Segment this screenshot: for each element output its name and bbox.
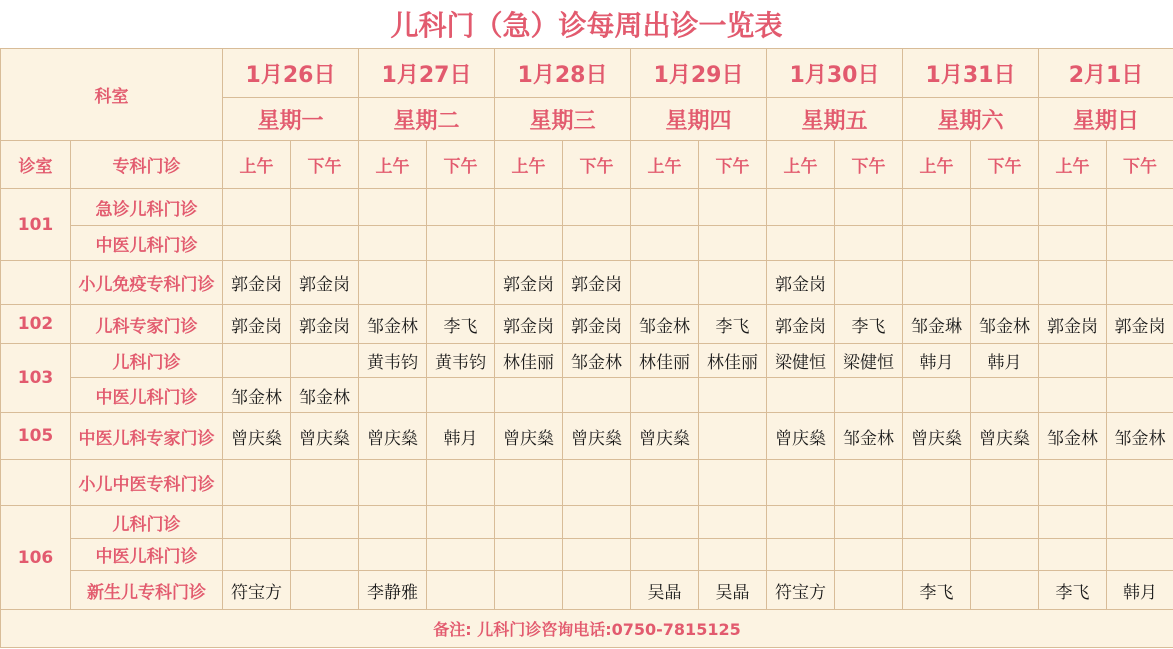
schedule-cell: 曾庆燊 — [291, 413, 359, 460]
schedule-cell — [359, 261, 427, 305]
schedule-cell — [291, 571, 359, 610]
pm-header: 下午 — [1107, 141, 1173, 189]
schedule-cell — [971, 261, 1039, 305]
schedule-cell — [495, 571, 563, 610]
schedule-cell: 邹金林 — [1039, 413, 1107, 460]
schedule-cell — [835, 506, 903, 539]
schedule-cell — [835, 261, 903, 305]
schedule-cell: 郭金岗 — [223, 261, 291, 305]
schedule-cell: 郭金岗 — [1107, 305, 1173, 344]
schedule-cell: 郭金岗 — [767, 261, 835, 305]
schedule-cell — [699, 261, 767, 305]
schedule-cell: 曾庆燊 — [631, 413, 699, 460]
schedule-cell: 郭金岗 — [1039, 305, 1107, 344]
room-number — [1, 261, 71, 305]
schedule-cell — [563, 189, 631, 226]
schedule-cell — [427, 226, 495, 261]
schedule-cell: 邹金林 — [223, 378, 291, 413]
schedule-cell: 韩月 — [427, 413, 495, 460]
am-header: 上午 — [495, 141, 563, 189]
schedule-cell — [767, 226, 835, 261]
table-row — [1, 460, 1173, 506]
schedule-cell — [427, 460, 495, 506]
footer-note: 备注: 儿科门诊咨询电话:0750-7815125 — [1, 610, 1173, 648]
schedule-cell — [903, 261, 971, 305]
schedule-cell: 曾庆燊 — [359, 413, 427, 460]
schedule-cell — [495, 378, 563, 413]
schedule-cell — [971, 571, 1039, 610]
schedule-cell — [1107, 539, 1173, 571]
schedule-cell — [495, 189, 563, 226]
page-title: 儿科门（急）诊每周出诊一览表 — [390, 9, 783, 42]
schedule-cell: 曾庆燊 — [903, 413, 971, 460]
schedule-cell: 梁健恒 — [767, 344, 835, 378]
clinic-name: 小儿免疫专科门诊 — [71, 261, 223, 305]
clinic-name: 急诊儿科门诊 — [71, 189, 223, 226]
schedule-cell — [767, 460, 835, 506]
room-number: 102 — [1, 305, 71, 344]
schedule-cell: 邹金林 — [835, 413, 903, 460]
schedule-cell: 黄韦钧 — [427, 344, 495, 378]
am-header: 上午 — [223, 141, 291, 189]
room-header: 诊室 — [1, 141, 71, 189]
schedule-cell — [291, 226, 359, 261]
schedule-cell — [699, 226, 767, 261]
schedule-cell — [835, 571, 903, 610]
schedule-cell — [903, 226, 971, 261]
schedule-cell — [971, 189, 1039, 226]
date-header: 1月29日 — [631, 49, 767, 98]
schedule-cell: 韩月 — [1107, 571, 1173, 610]
schedule-cell — [835, 226, 903, 261]
schedule-cell — [223, 460, 291, 506]
schedule-cell: 邹金林 — [971, 305, 1039, 344]
schedule-cell: 郭金岗 — [291, 261, 359, 305]
am-header: 上午 — [631, 141, 699, 189]
am-header: 上午 — [767, 141, 835, 189]
weekday-header: 星期三 — [495, 98, 631, 141]
schedule-cell — [495, 506, 563, 539]
schedule-cell — [427, 261, 495, 305]
schedule-cell: 吴晶 — [631, 571, 699, 610]
date-header: 1月31日 — [903, 49, 1039, 98]
clinic-name: 中医儿科门诊 — [71, 539, 223, 571]
clinic-name: 中医儿科专家门诊 — [71, 413, 223, 460]
pm-header: 下午 — [427, 141, 495, 189]
schedule-cell — [699, 189, 767, 226]
title-bar — [0, 0, 1173, 48]
weekday-header: 星期四 — [631, 98, 767, 141]
schedule-cell — [971, 506, 1039, 539]
schedule-table — [0, 48, 1173, 648]
schedule-cell — [903, 460, 971, 506]
schedule-cell — [1039, 460, 1107, 506]
schedule-cell: 林佳丽 — [631, 344, 699, 378]
schedule-cell: 李飞 — [699, 305, 767, 344]
schedule-cell: 郭金岗 — [767, 305, 835, 344]
schedule-cell: 邹金林 — [631, 305, 699, 344]
table-row — [1, 413, 1173, 460]
schedule-cell — [1039, 261, 1107, 305]
clinic-name: 小儿中医专科门诊 — [71, 460, 223, 506]
schedule-cell — [699, 378, 767, 413]
schedule-cell — [971, 539, 1039, 571]
date-header: 1月27日 — [359, 49, 495, 98]
table-row — [1, 378, 1173, 413]
schedule-cell — [631, 261, 699, 305]
clinic-name: 儿科专家门诊 — [71, 305, 223, 344]
schedule-cell — [359, 226, 427, 261]
schedule-cell: 李飞 — [427, 305, 495, 344]
schedule-cell: 郭金岗 — [495, 261, 563, 305]
schedule-cell — [1039, 378, 1107, 413]
schedule-cell: 韩月 — [903, 344, 971, 378]
schedule-cell — [1107, 226, 1173, 261]
table-row — [1, 506, 1173, 539]
department-header: 科室 — [1, 49, 223, 141]
schedule-cell — [427, 189, 495, 226]
schedule-cell — [291, 189, 359, 226]
schedule-cell — [291, 506, 359, 539]
schedule-cell — [495, 460, 563, 506]
pm-header: 下午 — [563, 141, 631, 189]
schedule-cell: 林佳丽 — [699, 344, 767, 378]
schedule-cell: 林佳丽 — [495, 344, 563, 378]
schedule-cell: 符宝方 — [767, 571, 835, 610]
schedule-cell — [1107, 378, 1173, 413]
schedule-cell — [767, 539, 835, 571]
schedule-cell: 郭金岗 — [563, 305, 631, 344]
clinic-header: 专科门诊 — [71, 141, 223, 189]
schedule-cell: 黄韦钧 — [359, 344, 427, 378]
room-number: 105 — [1, 413, 71, 460]
footer-row — [1, 610, 1173, 648]
schedule-cell — [223, 189, 291, 226]
schedule-cell — [495, 539, 563, 571]
schedule-cell: 郭金岗 — [291, 305, 359, 344]
date-header: 1月28日 — [495, 49, 631, 98]
schedule-cell — [699, 506, 767, 539]
schedule-cell — [1039, 539, 1107, 571]
schedule-cell — [631, 539, 699, 571]
schedule-cell: 李飞 — [835, 305, 903, 344]
date-header: 1月30日 — [767, 49, 903, 98]
room-number — [1, 460, 71, 506]
date-header: 1月26日 — [223, 49, 359, 98]
pm-header: 下午 — [971, 141, 1039, 189]
schedule-cell — [903, 378, 971, 413]
clinic-name: 儿科门诊 — [71, 344, 223, 378]
clinic-name: 中医儿科门诊 — [71, 378, 223, 413]
weekday-header: 星期六 — [903, 98, 1039, 141]
schedule-cell — [291, 539, 359, 571]
schedule-cell — [631, 189, 699, 226]
table-row — [1, 571, 1173, 610]
pm-header: 下午 — [699, 141, 767, 189]
schedule-cell — [495, 226, 563, 261]
table-row — [1, 226, 1173, 261]
date-row — [1, 49, 1173, 98]
schedule-cell — [427, 506, 495, 539]
weekday-header: 星期五 — [767, 98, 903, 141]
schedule-cell: 曾庆燊 — [767, 413, 835, 460]
clinic-name: 中医儿科门诊 — [71, 226, 223, 261]
schedule-cell — [631, 378, 699, 413]
schedule-cell — [223, 506, 291, 539]
schedule-cell: 李静雅 — [359, 571, 427, 610]
schedule-cell: 郭金岗 — [223, 305, 291, 344]
schedule-cell — [359, 539, 427, 571]
schedule-cell: 李飞 — [903, 571, 971, 610]
schedule-cell — [1107, 344, 1173, 378]
schedule-cell — [767, 506, 835, 539]
schedule-cell — [699, 539, 767, 571]
room-number: 101 — [1, 189, 71, 261]
table-row — [1, 305, 1173, 344]
schedule-cell — [427, 378, 495, 413]
clinic-name: 儿科门诊 — [71, 506, 223, 539]
schedule-cell — [563, 506, 631, 539]
schedule-cell — [359, 189, 427, 226]
schedule-cell — [359, 460, 427, 506]
schedule-cell: 曾庆燊 — [223, 413, 291, 460]
schedule-cell — [835, 539, 903, 571]
schedule-cell — [835, 460, 903, 506]
schedule-cell — [631, 226, 699, 261]
schedule-cell: 邹金林 — [291, 378, 359, 413]
schedule-cell — [767, 189, 835, 226]
table-row — [1, 344, 1173, 378]
schedule-cell — [1107, 460, 1173, 506]
schedule-cell: 韩月 — [971, 344, 1039, 378]
schedule-cell — [223, 539, 291, 571]
schedule-cell: 曾庆燊 — [971, 413, 1039, 460]
schedule-cell — [903, 189, 971, 226]
schedule-cell: 邹金林 — [563, 344, 631, 378]
schedule-cell: 邹金林 — [359, 305, 427, 344]
schedule-cell — [359, 378, 427, 413]
table-row — [1, 189, 1173, 226]
schedule-cell — [291, 344, 359, 378]
schedule-cell — [971, 460, 1039, 506]
schedule-cell — [1107, 189, 1173, 226]
schedule-cell: 符宝方 — [223, 571, 291, 610]
weekday-header: 星期一 — [223, 98, 359, 141]
pm-header: 下午 — [835, 141, 903, 189]
schedule-cell — [903, 539, 971, 571]
schedule-cell — [1039, 506, 1107, 539]
schedule-cell — [563, 539, 631, 571]
pm-header: 下午 — [291, 141, 359, 189]
table-row — [1, 261, 1173, 305]
schedule-cell — [359, 506, 427, 539]
schedule-cell — [699, 460, 767, 506]
am-header: 上午 — [359, 141, 427, 189]
schedule-cell — [631, 460, 699, 506]
schedule-cell: 郭金岗 — [563, 261, 631, 305]
schedule-cell — [971, 378, 1039, 413]
schedule-cell — [699, 413, 767, 460]
date-header: 2月1日 — [1039, 49, 1173, 98]
room-number: 103 — [1, 344, 71, 413]
schedule-cell — [835, 378, 903, 413]
schedule-cell — [427, 571, 495, 610]
schedule-cell — [291, 460, 359, 506]
schedule-cell — [835, 189, 903, 226]
schedule-cell — [631, 506, 699, 539]
schedule-cell — [563, 571, 631, 610]
schedule-cell — [1107, 261, 1173, 305]
schedule-cell: 李飞 — [1039, 571, 1107, 610]
table-row — [1, 539, 1173, 571]
schedule-cell — [903, 506, 971, 539]
clinic-name: 新生儿专科门诊 — [71, 571, 223, 610]
schedule-cell: 梁健恒 — [835, 344, 903, 378]
schedule-cell — [1039, 344, 1107, 378]
weekday-header: 星期二 — [359, 98, 495, 141]
schedule-cell — [563, 378, 631, 413]
column-label-row — [1, 141, 1173, 189]
schedule-cell — [767, 378, 835, 413]
schedule-cell: 曾庆燊 — [563, 413, 631, 460]
weekday-header: 星期日 — [1039, 98, 1173, 141]
schedule-cell — [223, 226, 291, 261]
schedule-cell — [1107, 506, 1173, 539]
schedule-cell: 邹金林 — [1107, 413, 1173, 460]
schedule-cell: 曾庆燊 — [495, 413, 563, 460]
schedule-cell — [427, 539, 495, 571]
schedule-cell — [563, 460, 631, 506]
am-header: 上午 — [903, 141, 971, 189]
schedule-cell — [971, 226, 1039, 261]
am-header: 上午 — [1039, 141, 1107, 189]
schedule-cell — [223, 344, 291, 378]
schedule-cell — [1039, 189, 1107, 226]
schedule-cell: 吴晶 — [699, 571, 767, 610]
schedule-cell — [563, 226, 631, 261]
schedule-cell: 邹金琳 — [903, 305, 971, 344]
schedule-cell — [1039, 226, 1107, 261]
room-number: 106 — [1, 506, 71, 610]
schedule-cell: 郭金岗 — [495, 305, 563, 344]
